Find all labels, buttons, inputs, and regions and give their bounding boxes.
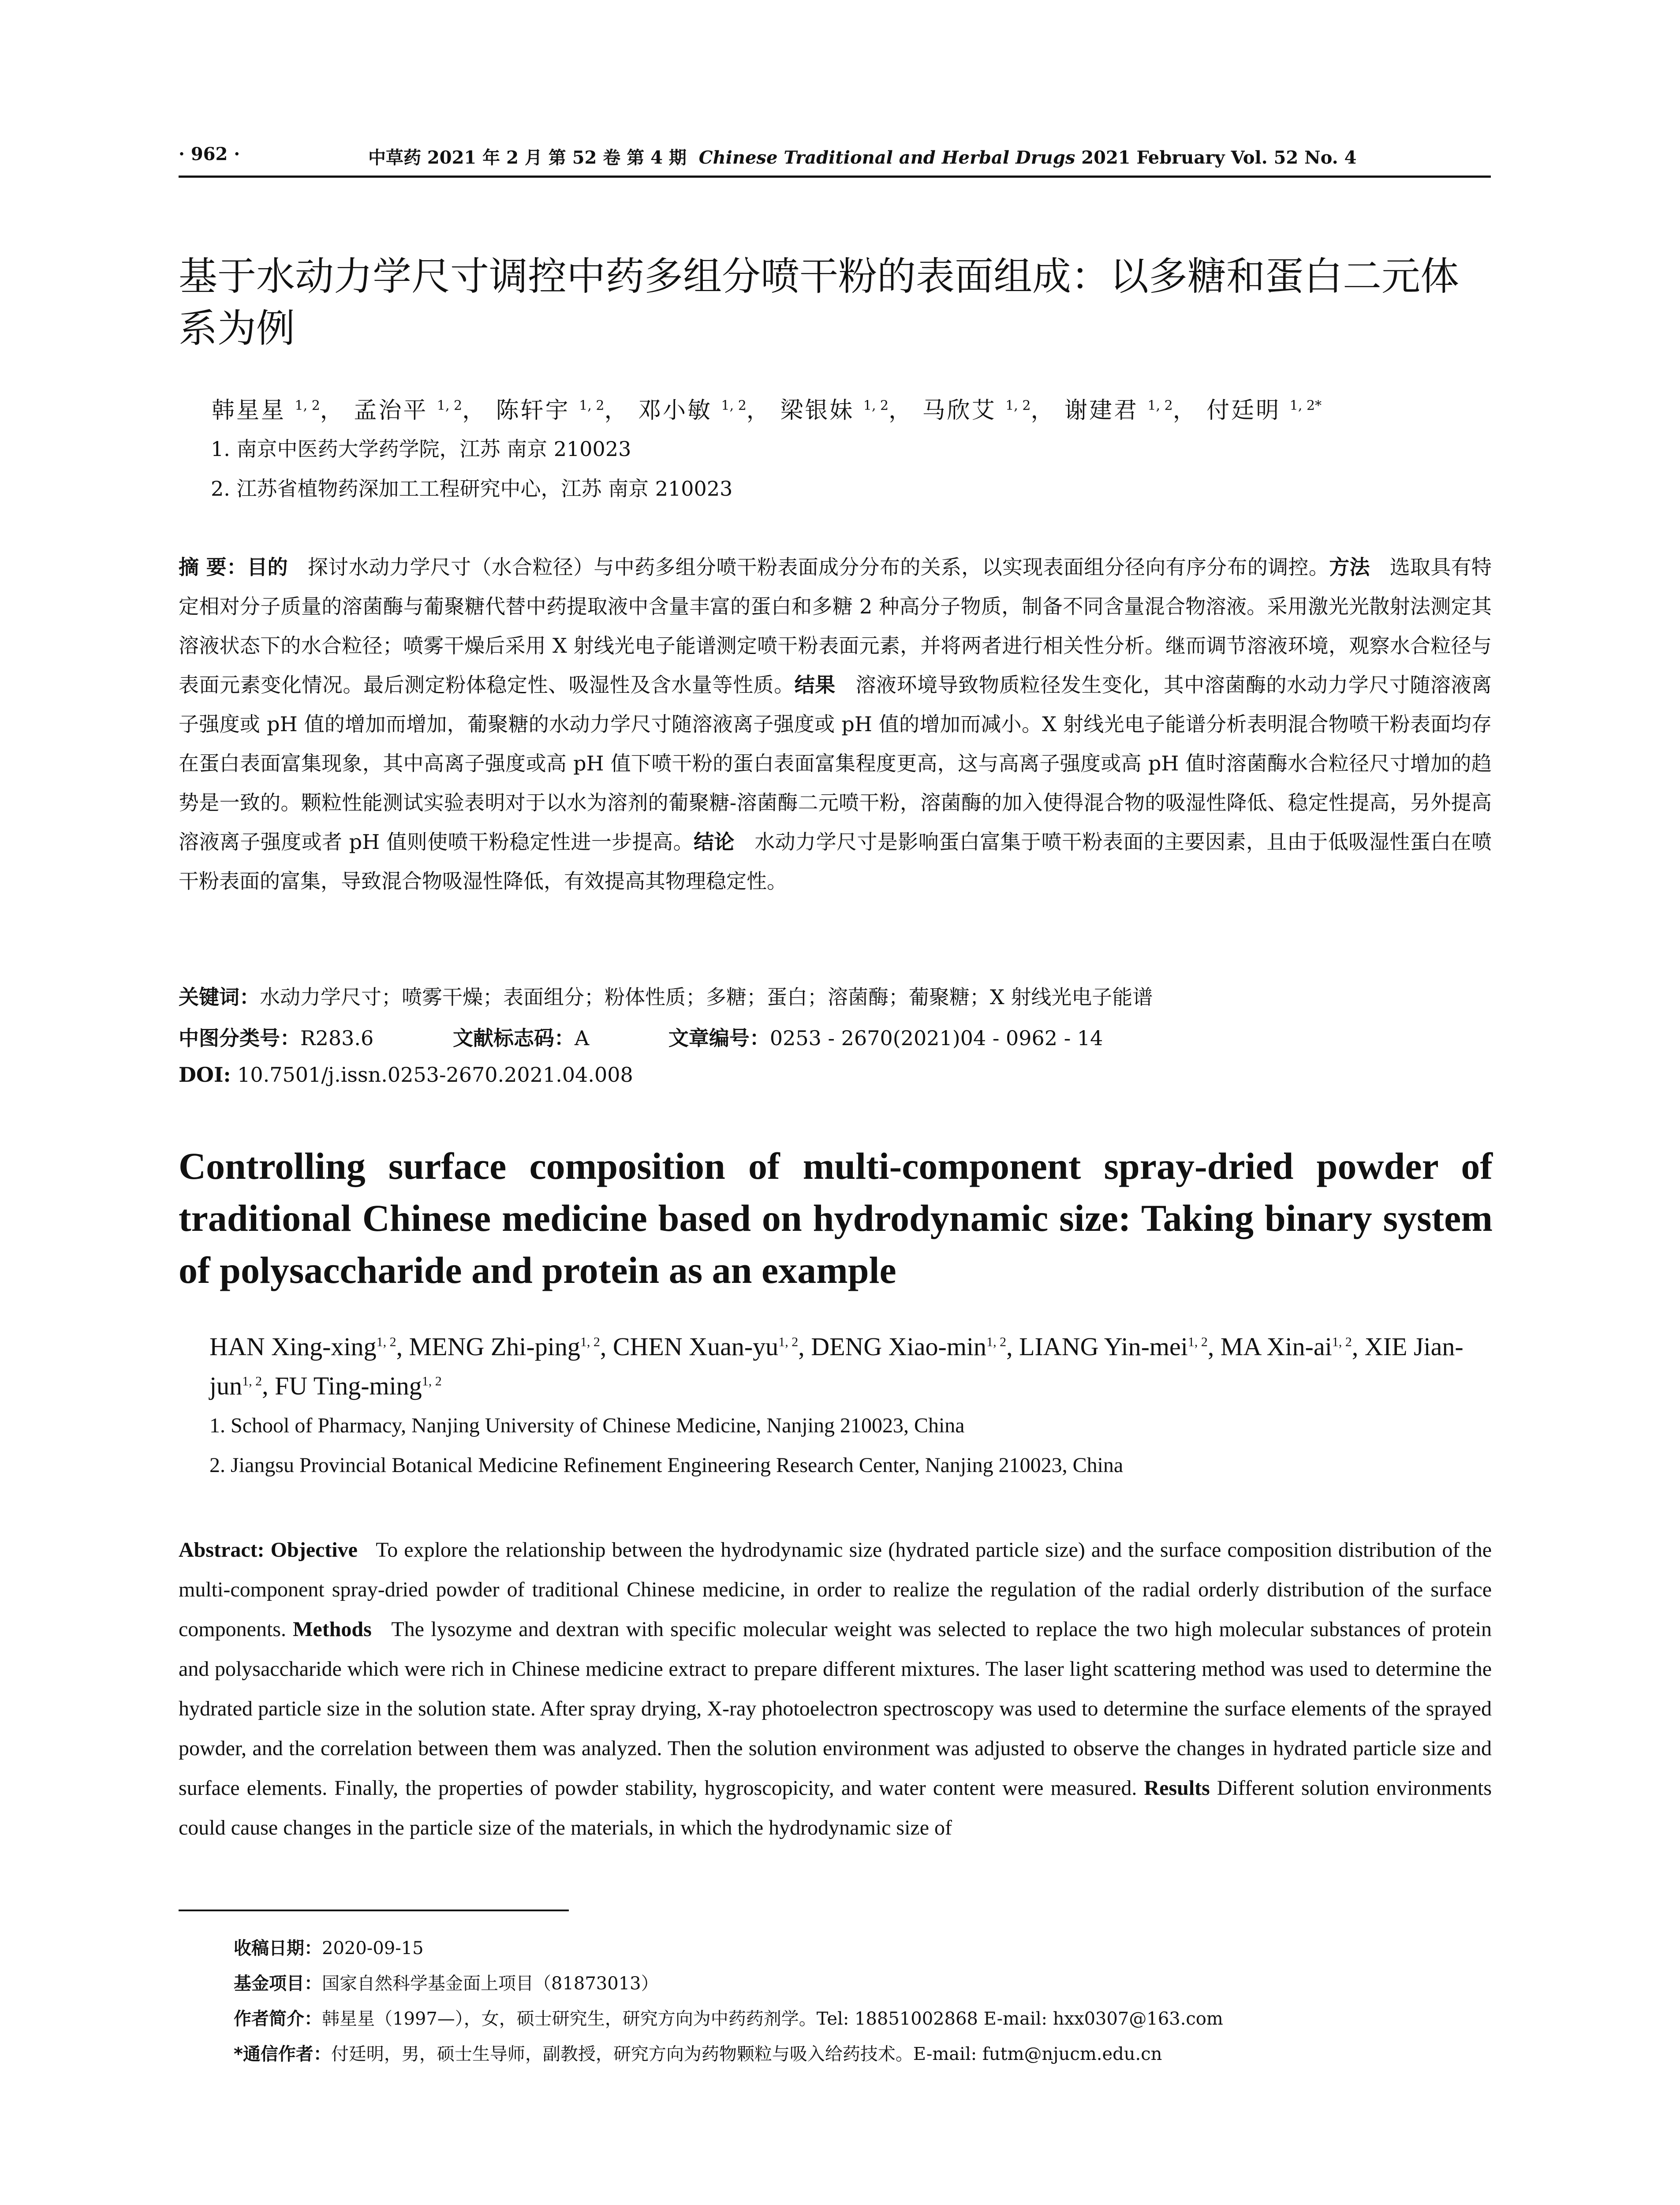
author-list-en: HAN Xing-xing$^{1, 2}$, MENG Zhi-ping$^{1, 2}$, CHEN Xuan-yu$^{1, 2}$, DENG Xiao-$\min^{1, 2}$, LIANG Yin-mei$^{1, 2}$, MA Xin-ai$^{1, 2}$, XIE Jian-jun$^{1, 2}$, FU Ting-ming$^{1, 2}$ (209, 1332, 1463, 1400)
author-cn: 马欣艾 $^{1, 2}$ (922, 397, 1031, 424)
author-en: DENG Xiao-$\min^{1, 2}$ (811, 1332, 1007, 1361)
author-en: CHEN Xuan-yu$^{1, 2}$ (612, 1332, 799, 1361)
clc-code: R283.6 (300, 1026, 374, 1050)
methods-text-en: The lysozyme and dextran with specific molecular weight was selected to replace the two high molecular substances of protein and polysaccharide which were rich in Chinese medicine extract to prepare different mixtures. The laser light scattering method was used to determine the hydrated particle size in the solution state. After spray drying, X-ray photoelectron spectroscopy was used to determine the surface elements of the sprayed powder, and the correlation between them was analyzed. Then the solution environment was adjusted to observe the changes in hydrated particle size and surface elements. Finally, the properties of powder stability, hygroscopicity, and water content were measured. (179, 1618, 1492, 1800)
footnote-received: 收稿日期：2020-09-15 (234, 1938, 424, 1958)
results-label-en: Results (1144, 1776, 1210, 1800)
objective-text-cn: 探讨水动力学尺寸（水合粒径）与中药多组分喷干粉表面成分分布的关系，以实现表面组分径向有序分布的调控。 (307, 555, 1329, 579)
author-cn: 韩星星 $^{1, 2}$ (212, 397, 320, 424)
keywords-cn (179, 981, 1493, 1010)
author-cn: 谢建君 $^{1, 2}$ (1064, 397, 1173, 424)
author-cn: 陈轩宇 $^{1, 2}$ (496, 397, 605, 424)
footnote-rule (179, 1910, 569, 1911)
article-title-cn: 基于水动力学尺寸调控中药多组分喷干粉的表面组成：以多糖和蛋白二元体系为例 (179, 254, 1460, 351)
abstract-cn (179, 548, 1492, 901)
journal-en-date: 2021 February Vol. 52 No. 4 (1081, 147, 1357, 168)
methods-label-en: Methods (293, 1618, 372, 1641)
doi-label: DOI: (179, 1063, 231, 1087)
abstract-en (179, 1530, 1492, 1848)
affiliation-cn-2: 2. 江苏省植物药深加工工程研究中心，江苏 南京 210023 (211, 477, 733, 501)
author-en: MENG Zhi-ping$^{1, 2}$ (409, 1332, 600, 1361)
affiliation-en-2: 2. Jiangsu Provincial Botanical Medicine Refinement Engineering Research Center, Nanjing 210023, China (209, 1454, 1124, 1477)
author-cn: 付廷明 $^{1, 2*}$ (1206, 397, 1322, 424)
objective-text-en: To explore the relationship between the hydrodynamic size (hydrated particle size) and the surface composition distribution of the multi-component spray-dried powder of traditional Chinese medicine, in order to realize the regulation of the radial orderly distribution of the surface components. (179, 1538, 1492, 1641)
footnote-author-bio: 作者简介：韩星星（1997—），女，硕士研究生，研究方向为中药药剂学。Tel: 18851002868 E-mail: hxx0307@163.com (234, 2009, 1223, 2029)
classification-line (179, 1022, 1493, 1051)
doc-code-label: 文献标志码： (452, 1026, 575, 1050)
abstract-label-en: Abstract: (179, 1538, 265, 1562)
article-title-en: Controlling surface composition of multi-component spray-dried powder of traditional Chinese medicine based on hydrodynamic size: Taking binary system of polysaccharide and protein as an example (179, 1145, 1493, 1291)
results-text-en: Different solution environments could cause changes in the particle size of the materials, in which the hydrodynamic size of (179, 1776, 1492, 1839)
keywords-label-cn: 关键词： (179, 985, 260, 1009)
doc-code: A (574, 1026, 590, 1050)
article-number: 0253 - 2670(2021)04 - 0962 - 14 (769, 1026, 1103, 1050)
author-list-cn: 韩星星 $^{1, 2}$， 孟治平 $^{1, 2}$， 陈轩宇 $^{1, 2}$， 邓小敏 $^{1, 2}$， 梁银妹 $^{1, 2}$， 马欣艾 $^{1, 2}$， 谢建君 $^{1, 2}$， 付廷明 $^{1, 2*}$ (212, 397, 1322, 424)
results-text-cn: 溶液环境导致物质粒径发生变化，其中溶菌酶的水动力学尺寸随溶液离子强度或 pH 值的增加而增加，葡聚糖的水动力学尺寸随溶液离子强度或 pH 值的增加而减小。X 射线光电子能谱分析表明混合物喷干粉表面均存在蛋白表面富集现象，其中高离子强度或高 pH 值下喷干粉的蛋白表面富集程度更高，这与高离子强度或高 pH 值时溶菌酶水合粒径尺寸增加的趋势是一致的。颗粒性能测试实验表明对于以水为溶剂的葡聚糖-溶菌酶二元喷干粉，溶菌酶的加入使得混合物的吸湿性降低、稳定性提高，另外提高溶液离子强度或者 pH 值则使喷干粉稳定性进一步提高。 (179, 673, 1492, 854)
footnote-funding: 基金项目：国家自然科学基金面上项目（81873013） (234, 1973, 659, 1994)
methods-label-cn: 方法 (1329, 555, 1370, 579)
results-label-cn: 结果 (794, 673, 836, 697)
running-header (179, 144, 1501, 176)
author-cn: 邓小敏 $^{1, 2}$ (638, 397, 747, 424)
keywords-text-cn: 水动力学尺寸；喷雾干燥；表面组分；粉体性质；多糖；蛋白；溶菌酶；葡聚糖；X 射线光电子能谱 (260, 985, 1153, 1009)
doi-value[interactable]: 10.7501/j.issn.0253-2670.2021.04.008 (237, 1063, 633, 1087)
author-cn: 梁银妹 $^{1, 2}$ (780, 397, 889, 424)
page-number: · 962 · (179, 144, 240, 164)
journal-citation (368, 144, 1356, 169)
conclusion-text-cn: 水动力学尺寸是影响蛋白富集于喷干粉表面的主要因素，且由于低吸湿性蛋白在喷干粉表面的富集，导致混合物吸湿性降低，有效提高其物理稳定性。 (179, 830, 1492, 893)
journal-en: Chinese Traditional and Herbal Drugs (698, 147, 1075, 168)
header-rule (179, 176, 1491, 178)
author-cn: 孟治平 $^{1, 2}$ (354, 397, 463, 424)
affiliation-cn-1: 1. 南京中医药大学药学院，江苏 南京 210023 (211, 437, 631, 461)
author-en: XIE Jian-jun$^{1, 2}$ (209, 1332, 1463, 1400)
article-number-label: 文章编号： (668, 1026, 770, 1050)
author-en: HAN Xing-xing$^{1, 2}$ (209, 1332, 396, 1361)
affiliation-en-1: 1. School of Pharmacy, Nanjing University of Chinese Medicine, Nanjing 210023, China (209, 1414, 965, 1437)
author-en: MA Xin-ai$^{1, 2}$ (1220, 1332, 1352, 1361)
doi-line (179, 1063, 1493, 1087)
clc-label: 中图分类号： (179, 1026, 300, 1050)
objective-label-en: Objective (270, 1538, 358, 1562)
author-en: FU Ting-ming$^{1, 2}$ (275, 1371, 442, 1400)
abstract-label-cn: 摘 要： (179, 555, 247, 579)
methods-text-cn: 选取具有特定相对分子质量的溶菌酶与葡聚糖代替中药提取液中含量丰富的蛋白和多糖 2 种高分子物质，制备不同含量混合物溶液。采用激光光散射法测定其溶液状态下的水合粒径；喷雾干燥后采用 X 射线光电子能谱测定喷干粉表面元素，并将两者进行相关性分析。继而调节溶液环境，观察水合粒径与表面元素变化情况。最后测定粉体稳定性、吸湿性及含水量等性质。 (179, 555, 1492, 697)
journal-cn: 中草药 2021 年 2 月 第 52 卷 第 4 期 (368, 147, 687, 168)
conclusion-label-cn: 结论 (694, 830, 735, 854)
author-en: LIANG Yin-mei$^{1, 2}$ (1019, 1332, 1208, 1361)
footnote-corresponding: *通信作者：付廷明，男，硕士生导师，副教授，研究方向为药物颗粒与吸入给药技术。E-mail: futm@njucm.edu.cn (234, 2044, 1162, 2064)
objective-label-cn: 目的 (247, 555, 288, 579)
